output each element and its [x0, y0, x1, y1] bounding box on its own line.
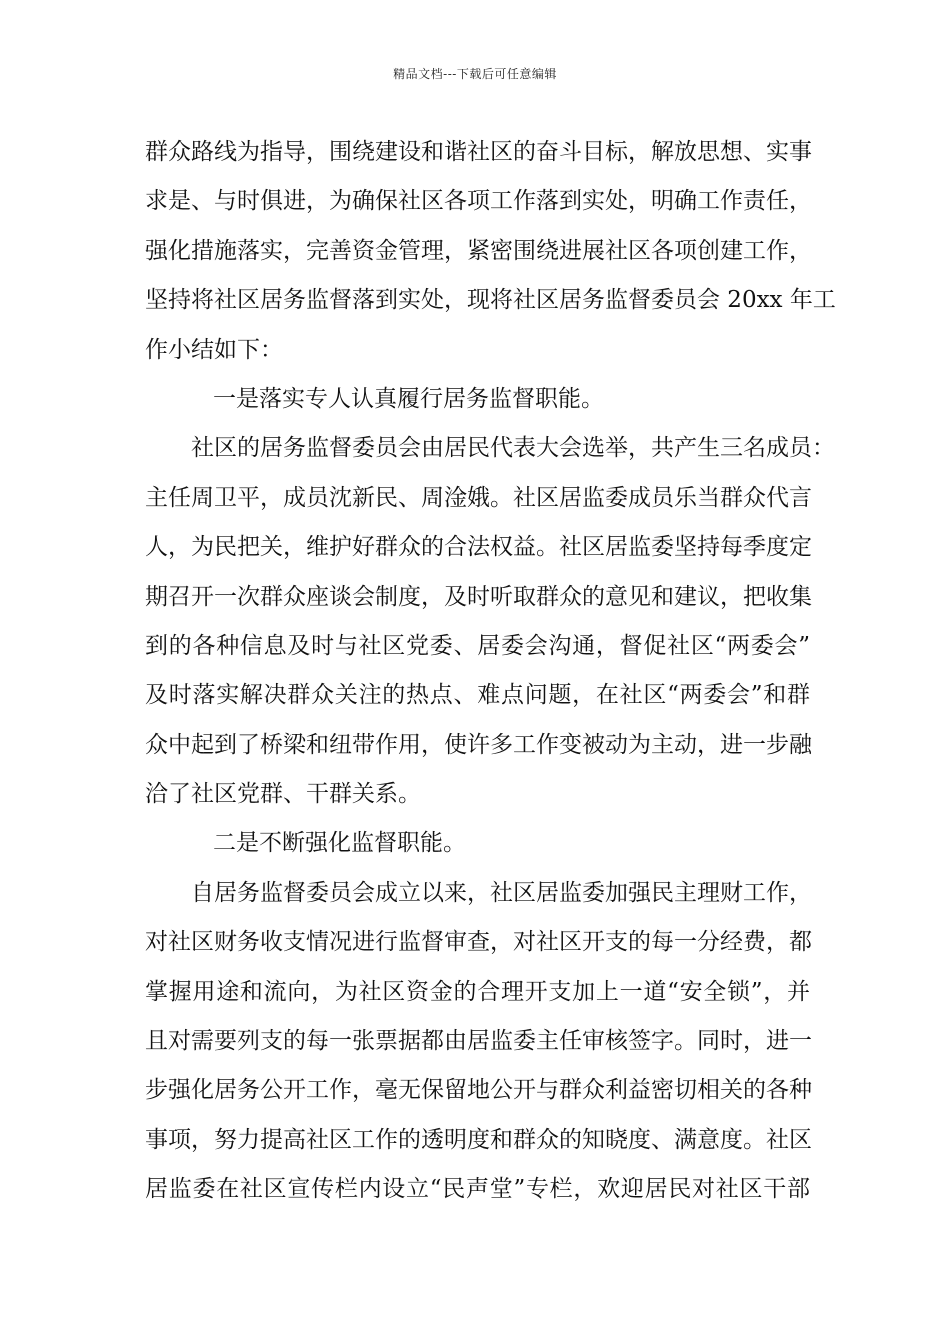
text-line: 期召开一次群众座谈会制度，及时听取群众的意见和建议，把收集 — [145, 583, 812, 610]
text-line: 人，为民把关，维护好群众的合法权益。社区居监委坚持每季度定 — [145, 534, 812, 561]
text-line: 坚持将社区居务监督落到实处，现将社区居务监督委员会 20xx 年工 — [145, 287, 836, 314]
text-line: 求是、与时俱进，为确保社区各项工作落到实处，明确工作责任， — [145, 188, 812, 215]
document-body — [145, 132, 836, 1219]
text-line: 一是落实专人认真履行居务监督职能。 — [213, 385, 604, 412]
text-line: 强化措施落实，完善资金管理，紧密围绕进展社区各项创建工作， — [145, 237, 812, 264]
text-line: 群众路线为指导，围绕建设和谐社区的奋斗目标，解放思想、实事 — [145, 139, 812, 165]
text-line: 且对需要列支的每一张票据都由居监委主任审核签字。同时，进一 — [145, 1028, 812, 1055]
text-line: 居监委在社区宣传栏内设立“民声堂”专栏，欢迎居民对社区干部 — [145, 1176, 810, 1203]
section-heading-one — [145, 379, 810, 428]
text-line: 作小结如下： — [145, 336, 283, 363]
paragraph-intro — [145, 132, 836, 379]
text-line: 到的各种信息及时与社区党委、居委会沟通，督促社区“两委会” — [145, 632, 810, 659]
text-line: 掌握用途和流向，为社区资金的合理开支加上一道“安全锁”，并 — [145, 978, 810, 1005]
page-header: 精品文档---下载后可任意编辑 — [393, 67, 557, 81]
text-line: 步强化居务公开工作，毫无保留地公开与群众利益密切相关的各种 — [145, 1077, 812, 1104]
text-line: 对社区财务收支情况进行监督审查，对社区开支的每一分经费，都 — [145, 929, 812, 956]
text-line: 自居务监督委员会成立以来，社区居监委加强民主理财工作， — [191, 879, 812, 906]
text-line: 洽了社区党群、干群关系。 — [145, 781, 421, 808]
text-line: 事项，努力提高社区工作的透明度和群众的知晓度、满意度。社区 — [145, 1126, 812, 1153]
text-line: 主任周卫平，成员沈新民、周淦娥。社区居监委成员乐当群众代言 — [145, 484, 812, 511]
paragraph-financial-supervision — [145, 873, 810, 1219]
paragraph-supervision-committee — [145, 428, 835, 823]
text-line: 二是不断强化监督职能。 — [213, 830, 466, 857]
text-line: 众中起到了桥梁和纽带作用，使许多工作变被动为主动，进一步融 — [145, 731, 812, 758]
text-line: 及时落实解决群众关注的热点、难点问题，在社区“两委会”和群 — [145, 682, 810, 709]
section-heading-two — [145, 823, 810, 872]
text-line: 社区的居务监督委员会由居民代表大会选举，共产生三名成员： — [191, 435, 835, 462]
